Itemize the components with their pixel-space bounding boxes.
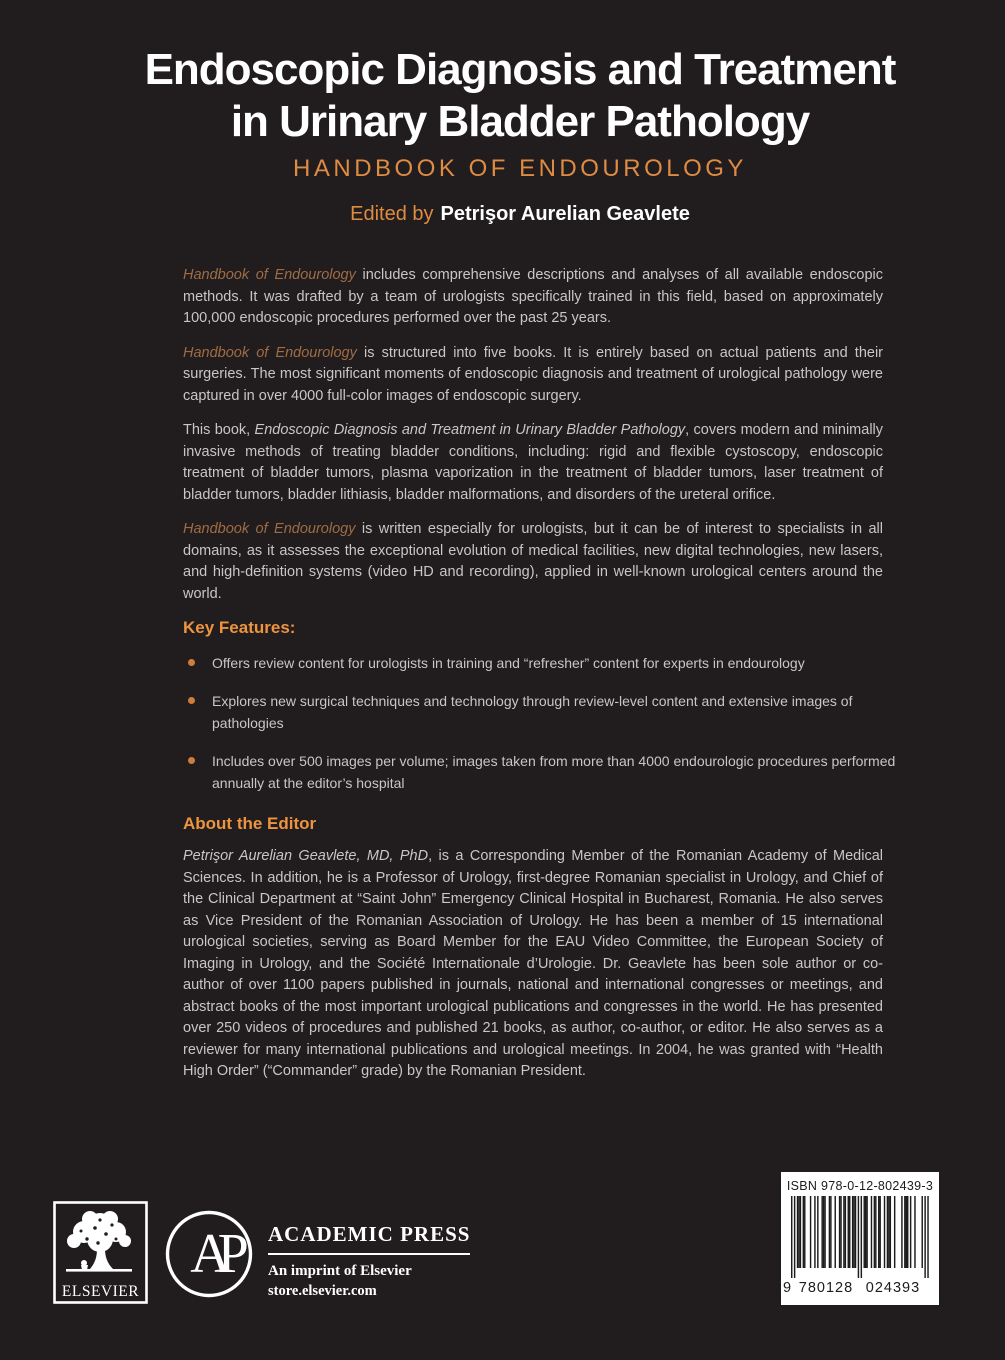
- imprint-tagline: An imprint of Elsevier: [268, 1263, 412, 1279]
- series-title-inline: Handbook of Endourology: [183, 267, 356, 283]
- book-title-line-1: Endoscopic Diagnosis and Treatment: [144, 45, 896, 94]
- back-cover-copy: [183, 265, 896, 1096]
- editor-name-inline: Petrişor Aurelian Geavlete, MD, PhD: [183, 848, 429, 864]
- book-title-line-2: in Urinary Bladder Pathology: [230, 97, 810, 146]
- bullet-icon: [188, 757, 195, 764]
- ap-monogram-icon: [164, 1209, 254, 1299]
- about-editor-heading: About the Editor: [183, 814, 317, 833]
- svg-text:9: 9: [783, 1280, 792, 1296]
- book-title-inline: Endoscopic Diagnosis and Treatment in Urinary Bladder Pathology: [254, 422, 686, 438]
- barcode: [781, 1172, 939, 1305]
- series-subtitle: HANDBOOK OF ENDOUROLOGY: [293, 155, 747, 182]
- edited-by-label: Edited by: [350, 203, 434, 225]
- key-features-heading: Key Features:: [183, 618, 296, 637]
- feature-item: [183, 690, 897, 734]
- title-block: [35, 44, 1005, 226]
- series-title-inline: Handbook of Endourology: [183, 344, 357, 361]
- imprint-block: [268, 1222, 470, 1300]
- series-title-inline: Handbook of Endourology: [183, 521, 356, 537]
- about-editor-paragraph: [183, 846, 883, 1083]
- bullet-icon: [188, 659, 195, 666]
- feature-item-text: Offers review content for urologists in training and “refresher” content for experts in endourology: [212, 655, 805, 671]
- feature-item: [183, 750, 897, 794]
- elsevier-tree-icon: [53, 1201, 148, 1304]
- key-features-list: [183, 652, 897, 794]
- academic-press-logo: [164, 1209, 254, 1299]
- editor-name: Petrişor Aurelian Geavlete: [440, 203, 690, 225]
- edited-by-line: [35, 202, 1005, 226]
- store-url: store.elsevier.com: [268, 1283, 377, 1299]
- about-editor-text: , is a Corresponding Member of the Romanian Academy of Medical Sciences. In addition, he is a Professor of Urology, first-degree Romanian specialist in Urology, and Chief of the Clinical Department at “Saint John” Emergency Clinical Hospital in Bucharest, Romania. He also serves as Vice President of the Romanian Association of Urology. He has been a member of 15 international urological societies, serving as Board Member for the EAU Video Committee, the European Society of Imaging in Urology, and the Société Internationale d’Urologie. Dr. Geavlete has been sole author or co-author of over 1100 papers published in journals, national and international congresses or meetings, and abstract books of the most important urological publications and congresses in the world. He has presented over 250 videos of procedures and published 21 books, as author, co-author, or editor. He also serves as a reviewer for many international publications and urological meetings. In 2004, he was granted with “Health High Order” (“Commander” grade) by the Romanian President.: [183, 848, 883, 1079]
- paragraph-3-text: , covers modern and minimally invasive methods of treating bladder conditions, including: rigid and flexible cystoscopy, endoscopic treatment of bladder tumors, plasma vaporization in the treatment of bladder tumors, laser treatment of bladder tumors, bladder lithiasis, bladder malformations, and disorders of the ureteral orifice.: [183, 422, 884, 503]
- svg-text:780128: 780128: [798, 1280, 854, 1296]
- feature-item-text: Explores new surgical techniques and technology through review-level content and extensive images of pathologies: [212, 693, 853, 731]
- paragraph-3: [183, 420, 883, 506]
- paragraph-1: [183, 265, 883, 330]
- academic-press-wordmark: ACADEMIC PRESS: [268, 1222, 470, 1255]
- elsevier-logo: [53, 1201, 148, 1304]
- feature-item-text: Includes over 500 images per volume; images taken from more than 4000 endourologic procedures performed annually at the editor’s hospital: [212, 753, 896, 791]
- paragraph-3-intro: This book,: [183, 422, 255, 438]
- paragraph-2-text: is structured into five books. It is entirely based on actual patients and their surgeries. The most significant moments of endoscopic diagnosis and treatment of urological pathology were captured in over 4000 full-color images of endoscopic surgery.: [183, 344, 883, 404]
- svg-text:024393: 024393: [865, 1280, 921, 1296]
- paragraph-1-text: includes comprehensive descriptions and analyses of all available endoscopic methods. It was drafted by a team of urologists specifically trained in this field, based on approximately 100,000 endoscopic procedures performed over the past 25 years.: [183, 267, 883, 326]
- paragraph-2: [183, 343, 883, 408]
- paragraph-4: [183, 519, 883, 605]
- barcode-bars: [781, 1196, 939, 1296]
- isbn-label: ISBN 978-0-12-802439-3: [786, 1179, 934, 1193]
- elsevier-wordmark: ELSEVIER: [61, 1283, 140, 1300]
- feature-item: [183, 652, 897, 674]
- book-title: [35, 44, 1005, 148]
- ap-monogram: AP: [190, 1223, 236, 1285]
- paragraph-4-text: is written especially for urologists, but it can be of interest to specialists in all domains, as it assesses the exceptional evolution of medical facilities, new digital technologies, new lasers, and high-definition systems (video HD and recording), applied in well-known urological centers around the world.: [183, 521, 883, 602]
- bullet-icon: [188, 697, 195, 704]
